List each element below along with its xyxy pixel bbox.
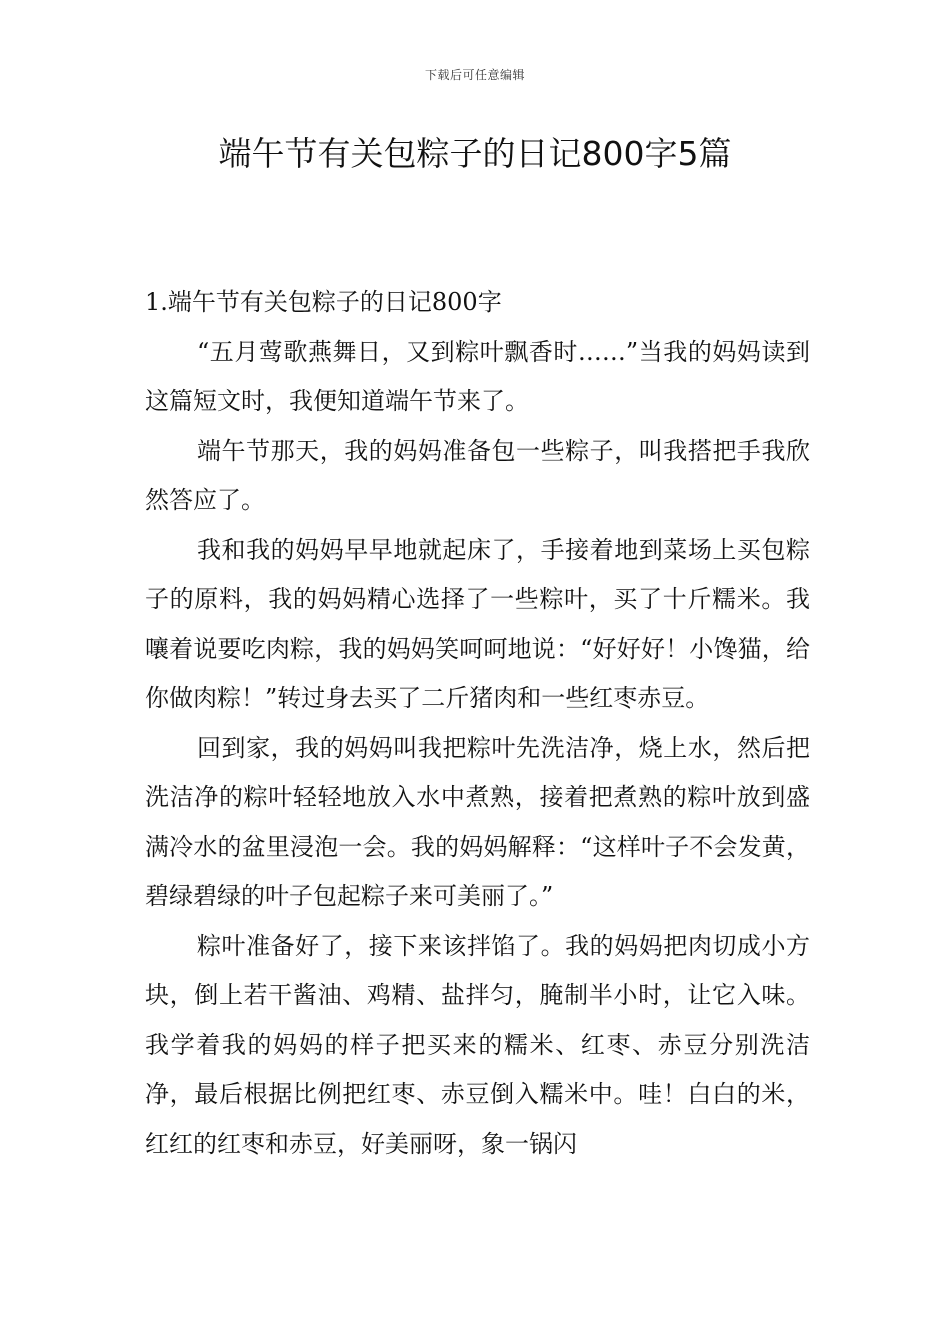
paragraph-2: 端午节那天，我的妈妈准备包一些粽子，叫我搭把手我欣然答应了。 xyxy=(145,436,810,514)
document-title: 端午节有关包粽子的日记800字5篇 xyxy=(218,134,732,173)
paragraph-3: 我和我的妈妈早早地就起床了，手接着地到菜场上买包粽子的原料，我的妈妈精心选择了一些粽叶，买了十斤糯米。我嚷着说要吃肉粽，我的妈妈笑呵呵地说：“好好好！小馋猫，给你做肉粽！”转过身去买了二斤猪肉和一些红枣赤豆。 xyxy=(145,535,810,712)
header-note: 下载后可任意编辑 xyxy=(424,68,525,82)
paragraph-5: 粽叶准备好了，接下来该拌馅了。我的妈妈把肉切成小方块，倒上若干酱油、鸡精、盐拌匀，腌制半小时，让它入味。我学着我的妈妈的样子把买来的糯米、红枣、赤豆分别洗洁净，最后根据比例把红枣、赤豆倒入糯米中。哇！白白的米，红红的红枣和赤豆，好美丽呀，象一锅闪 xyxy=(145,931,810,1158)
paragraph-4: 回到家，我的妈妈叫我把粽叶先洗洁净，烧上水，然后把洗洁净的粽叶轻轻地放入水中煮熟，接着把煮熟的粽叶放到盛满冷水的盆里浸泡一会。我的妈妈解释：“这样叶子不会发黄，碧绿碧绿的叶子包起粽子来可美丽了。” xyxy=(145,733,810,910)
section-heading: 1.端午节有关包粽子的日记800字 xyxy=(145,288,502,316)
paragraph-1: “五月莺歌燕舞日，又到粽叶飘香时……”当我的妈妈读到这篇短文时，我便知道端午节来了。 xyxy=(145,337,810,415)
document-body xyxy=(145,278,810,1169)
